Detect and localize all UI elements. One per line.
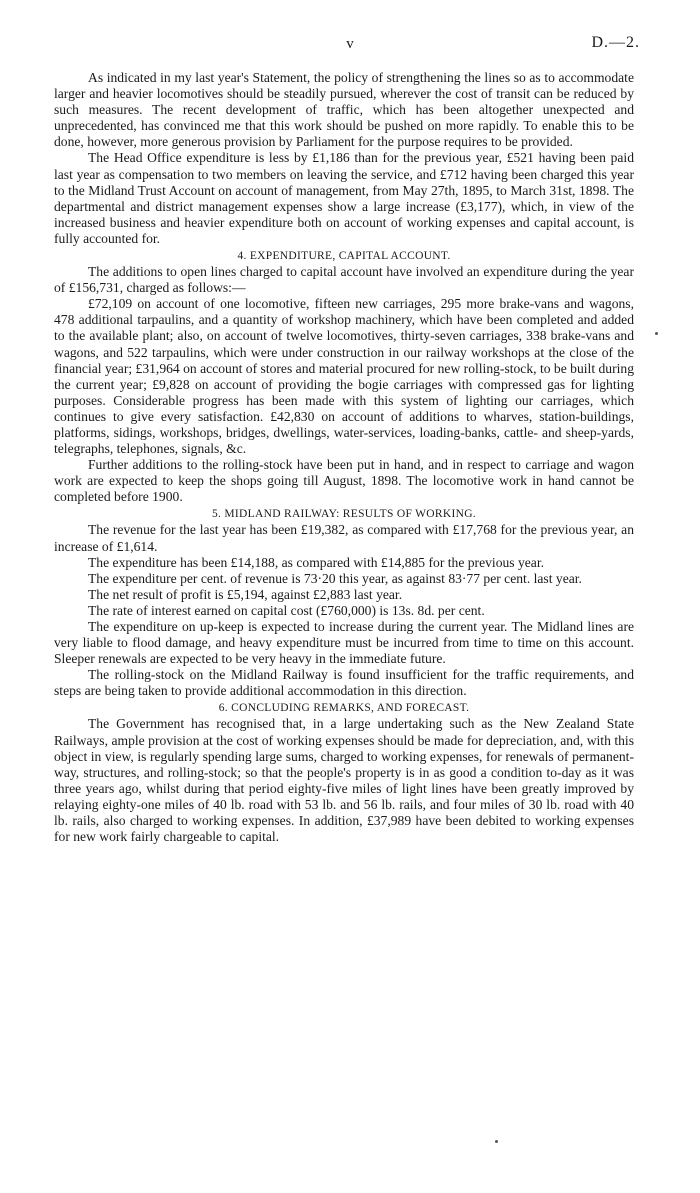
paragraph: The expenditure per cent. of revenue is 73·20 this year, as against 83·77 per cent. last year. — [88, 570, 582, 586]
paragraph: The revenue for the last year has been £19,382, as compared with £17,768 for the previous year, an increase of £1,614. — [54, 522, 634, 554]
section-heading: 6. CONCLUDING REMARKS, AND FORECAST. — [218, 702, 470, 715]
paragraph: The rate of interest earned on capital cost (£760,000) is 13s. 8d. per cent. — [88, 602, 485, 618]
paragraph: The Government has recognised that, in a large undertaking such as the New Zealand State Railways, ample provision at the cost of working expenses should be made for depreciation, and, with this object in view, is regularly spending large sums, charged to working expenses, for renewals of permanent-way, structures, and rolling-stock; so that the people's property is in as good a condition to-day as it was three years ago, whilst during that period eighty-five miles of light lines have been greatly improved by relaying eighty-one miles of 40 lb. road with 53 lb. and 56 lb. rails, and four miles of 30 lb. road with 40 lb. rails, also charged to working expenses. In addition, £37,989 have been debited to working expenses for new work fairly chargeable to capital. — [54, 716, 634, 845]
section-heading: 4. EXPENDITURE, CAPITAL ACCOUNT. — [237, 250, 451, 263]
paragraph: The expenditure has been £14,188, as compared with £14,885 for the previous year. — [88, 554, 545, 570]
page-number: v — [346, 36, 354, 52]
paragraph: As indicated in my last year's Statement, the policy of strengthening the lines so as to accommodate larger and heavier locomotives should be steadily pursued, wherever the cost of transit can be reduced by such measures. The recent development of traffic, which has been altogether unexpected and unprecedented, has convinced me that this work should be pushed on more rapidly. To enable this to be done, however, more generous provision by Parliament for the purpose requires to be provided. — [54, 70, 634, 150]
scan-speck — [655, 332, 658, 335]
paragraph: The Head Office expenditure is less by £1,186 than for the previous year, £521 having been paid last year as compensation to two members on leaving the service, and £712 having been charged this year to the Midland Trust Account on account of management, from May 27th, 1895, to March 31st, 1898. The departmental and district management expenses show a large increase (£3,177), which, in view of the increased business and heavier expenditure both on account of working expenses and capital account, is fully accounted for. — [54, 150, 634, 246]
paragraph: Further additions to the rolling-stock have been put in hand, and in respect to carriage and wagon work are expected to keep the shops going till August, 1898. The locomotive work in hand cannot be completed before 1900. — [54, 457, 634, 505]
section-heading: 5. MIDLAND RAILWAY: RESULTS OF WORKING. — [212, 508, 476, 521]
report-body — [54, 70, 634, 845]
paragraph: The expenditure on up-keep is expected to increase during the current year. The Midland lines are very liable to flood damage, and heavy expenditure must be incurred from time to time on this account. Sleeper renewals are expected to be very heavy in the immediate future. — [54, 619, 634, 667]
document-reference: D.—2. — [591, 34, 640, 51]
scan-speck — [495, 1140, 498, 1143]
paragraph: The net result of profit is £5,194, against £2,883 last year. — [88, 586, 403, 602]
paragraph: £72,109 on account of one locomotive, fifteen new carriages, 295 more brake-vans and wagons, 478 additional tarpaulins, and a quantity of workshop machinery, which have been completed and added to the available plant; also, on account of twelve locomotives, thirty-seven carriages, 338 brake-vans and wagons, and 522 tarpaulins, which were under construction in our railway workshops at the close of the financial year; £31,964 on account of stores and material procured for new rolling-stock, to be built during the current year; £9,828 on account of providing the bogie carriages with compressed gas for lighting purposes. Considerable progress has been made with this system of lighting our carriages, which continues to give every satisfaction. £42,830 on account of additions to wharves, station-buildings, platforms, sidings, workshops, bridges, dwellings, water-services, loading-banks, cattle- and sheep-yards, telegraphs, telephones, signals, &c. — [54, 296, 634, 457]
paragraph: The rolling-stock on the Midland Railway is found insufficient for the traffic requirements, and steps are being taken to provide additional accommodation in this direction. — [54, 667, 634, 699]
paragraph: The additions to open lines charged to capital account have involved an expenditure during the year of £156,731, charged as follows:— — [54, 264, 634, 296]
